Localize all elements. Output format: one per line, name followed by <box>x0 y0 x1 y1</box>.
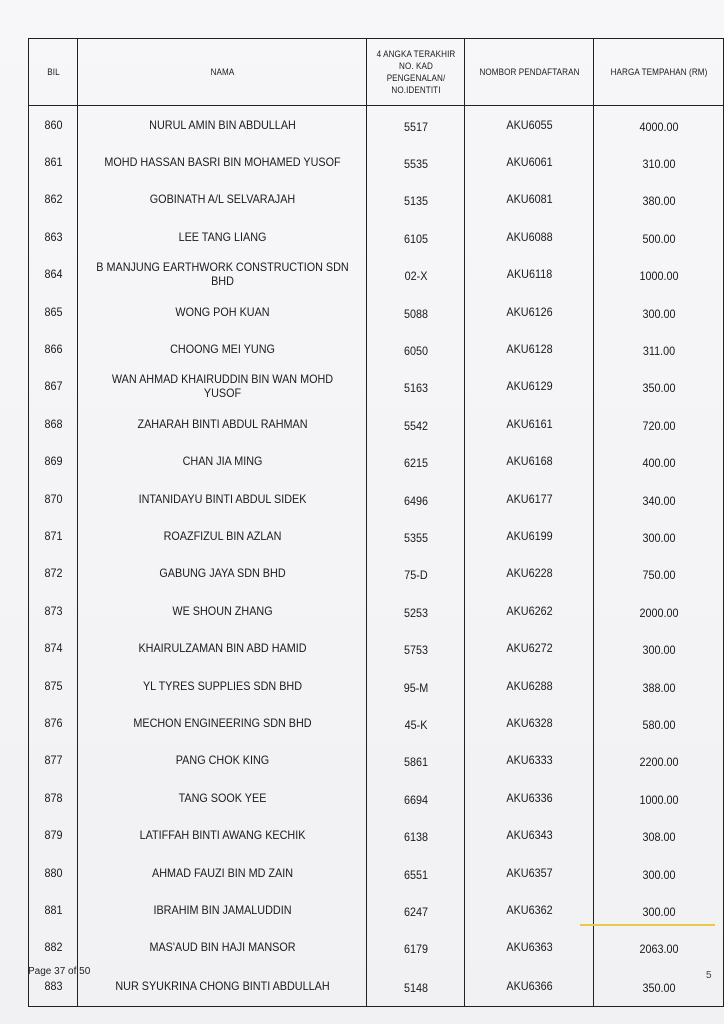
table-row <box>29 854 724 891</box>
cell-kad: 6694 <box>371 779 459 816</box>
cell-daftar: AKU6129 <box>471 368 587 405</box>
page-number: Page 37 of 50 <box>28 966 91 977</box>
cell-kad: 5535 <box>371 143 459 180</box>
cell-harga: 1000.00 <box>600 256 717 293</box>
cell-nama: ROAZFIZUL BIN AZLAN <box>92 517 352 554</box>
cell-kad: 6215 <box>371 443 459 480</box>
cell-nama: INTANIDAYU BINTI ABDUL SIDEK <box>92 480 352 517</box>
table-row <box>29 405 724 442</box>
cell-harga: 300.00 <box>600 517 717 554</box>
cell-daftar: AKU6088 <box>471 218 587 255</box>
cell-kad: 6050 <box>371 330 459 367</box>
cell-daftar: AKU6343 <box>471 816 587 853</box>
cell-kad: 6138 <box>371 816 459 853</box>
table-row <box>29 517 724 554</box>
cell-harga: 750.00 <box>600 555 717 592</box>
table-row <box>29 742 724 779</box>
cell-daftar: AKU6118 <box>471 256 587 293</box>
cell-bil: 877 <box>31 742 75 779</box>
table-row <box>29 256 724 293</box>
cell-harga: 300.00 <box>600 891 717 928</box>
cell-daftar: AKU6328 <box>471 704 587 741</box>
cell-kad: 5542 <box>371 405 459 442</box>
cell-harga: 308.00 <box>600 816 717 853</box>
cell-bil: 864 <box>31 256 75 293</box>
cell-nama: MOHD HASSAN BASRI BIN MOHAMED YUSOF <box>92 143 352 180</box>
cell-nama: CHOONG MEI YUNG <box>92 330 352 367</box>
cell-nama: WONG POH KUAN <box>92 293 352 330</box>
table-row <box>29 667 724 704</box>
table-row <box>29 218 724 255</box>
table-header-row <box>29 39 724 106</box>
cell-harga: 1000.00 <box>600 779 717 816</box>
cell-bil: 881 <box>31 891 75 928</box>
cell-kad: 75-D <box>371 555 459 592</box>
table-row <box>29 368 724 405</box>
cell-nama: NURUL AMIN BIN ABDULLAH <box>92 106 352 144</box>
cell-nama: LATIFFAH BINTI AWANG KECHIK <box>92 816 352 853</box>
cell-harga: 4000.00 <box>600 106 717 144</box>
cell-bil: 875 <box>31 667 75 704</box>
cell-nama: KHAIRULZAMAN BIN ABD HAMID <box>92 629 352 666</box>
cell-daftar: AKU6126 <box>471 293 587 330</box>
cell-nama: MAS'AUD BIN HAJI MANSOR <box>92 929 352 966</box>
cell-harga: 310.00 <box>600 143 717 180</box>
cell-daftar: AKU6228 <box>471 555 587 592</box>
cell-daftar: AKU6362 <box>471 891 587 928</box>
cell-harga: 300.00 <box>600 293 717 330</box>
cell-bil: 871 <box>31 517 75 554</box>
cell-kad: 6496 <box>371 480 459 517</box>
cell-daftar: AKU6333 <box>471 742 587 779</box>
cell-nama: YL TYRES SUPPLIES SDN BHD <box>92 667 352 704</box>
cell-bil: 869 <box>31 443 75 480</box>
cell-daftar: AKU6161 <box>471 405 587 442</box>
cell-kad: 5355 <box>371 517 459 554</box>
cell-harga: 340.00 <box>600 480 717 517</box>
cell-harga: 311.00 <box>600 330 717 367</box>
table-row <box>29 181 724 218</box>
cell-kad: 5163 <box>371 368 459 405</box>
header-harga: HARGA TEMPAHAN (RM) <box>600 39 717 106</box>
cell-nama: WE SHOUN ZHANG <box>92 592 352 629</box>
table-row <box>29 704 724 741</box>
corner-mark: 5 <box>706 970 712 981</box>
cell-bil: 870 <box>31 480 75 517</box>
table-row <box>29 293 724 330</box>
cell-kad: 5517 <box>371 106 459 144</box>
cell-harga: 388.00 <box>600 667 717 704</box>
table-row <box>29 106 724 144</box>
registration-table <box>28 38 724 1007</box>
cell-harga: 380.00 <box>600 181 717 218</box>
cell-bil: 880 <box>31 854 75 891</box>
cell-harga: 2200.00 <box>600 742 717 779</box>
cell-bil: 867 <box>31 368 75 405</box>
table-row <box>29 891 724 928</box>
cell-daftar: AKU6199 <box>471 517 587 554</box>
cell-kad: 6247 <box>371 891 459 928</box>
header-daftar: NOMBOR PENDAFTARAN <box>471 39 587 106</box>
cell-kad: 02-X <box>371 256 459 293</box>
cell-bil: 873 <box>31 592 75 629</box>
cell-daftar: AKU6288 <box>471 667 587 704</box>
cell-kad: 5148 <box>371 966 459 1007</box>
highlight-line <box>580 924 715 926</box>
cell-daftar: AKU6363 <box>471 929 587 966</box>
table-row <box>29 779 724 816</box>
table-row <box>29 629 724 666</box>
header-kad-line: NO. KAD <box>398 61 433 71</box>
cell-nama: MECHON ENGINEERING SDN BHD <box>92 704 352 741</box>
cell-kad: 95-M <box>371 667 459 704</box>
cell-bil: 865 <box>31 293 75 330</box>
cell-daftar: AKU6357 <box>471 854 587 891</box>
header-nama: NAMA <box>92 39 352 106</box>
cell-kad: 6179 <box>371 929 459 966</box>
cell-bil: 860 <box>31 106 75 144</box>
cell-kad: 6551 <box>371 854 459 891</box>
cell-harga: 350.00 <box>600 368 717 405</box>
cell-nama: NUR SYUKRINA CHONG BINTI ABDULLAH <box>92 966 352 1007</box>
cell-bil: 878 <box>31 779 75 816</box>
cell-bil: 882 <box>31 929 75 966</box>
cell-kad: 5861 <box>371 742 459 779</box>
cell-nama: PANG CHOK KING <box>92 742 352 779</box>
cell-kad: 5253 <box>371 592 459 629</box>
cell-bil: 868 <box>31 405 75 442</box>
header-kad <box>371 39 459 106</box>
cell-bil: 876 <box>31 704 75 741</box>
cell-bil: 861 <box>31 143 75 180</box>
cell-harga: 350.00 <box>600 966 717 1007</box>
cell-daftar: AKU6081 <box>471 181 587 218</box>
cell-kad: 5753 <box>371 629 459 666</box>
cell-nama: LEE TANG LIANG <box>92 218 352 255</box>
table-row <box>29 480 724 517</box>
table-row <box>29 330 724 367</box>
cell-nama: AHMAD FAUZI BIN MD ZAIN <box>92 854 352 891</box>
cell-daftar: AKU6262 <box>471 592 587 629</box>
cell-daftar: AKU6272 <box>471 629 587 666</box>
cell-kad: 45-K <box>371 704 459 741</box>
cell-nama: B MANJUNG EARTHWORK CONSTRUCTION SDN BHD <box>92 256 352 293</box>
cell-nama: GOBINATH A/L SELVARAJAH <box>92 181 352 218</box>
cell-nama: TANG SOOK YEE <box>92 779 352 816</box>
cell-harga: 720.00 <box>600 405 717 442</box>
table-row <box>29 929 724 966</box>
cell-daftar: AKU6336 <box>471 779 587 816</box>
cell-bil: 862 <box>31 181 75 218</box>
cell-daftar: AKU6177 <box>471 480 587 517</box>
cell-harga: 300.00 <box>600 629 717 666</box>
header-kad-line: 4 ANGKA TERAKHIR <box>376 49 455 59</box>
table-row <box>29 443 724 480</box>
header-kad-line: NO.IDENTITI <box>390 85 441 95</box>
cell-nama: GABUNG JAYA SDN BHD <box>92 555 352 592</box>
cell-nama: WAN AHMAD KHAIRUDDIN BIN WAN MOHD YUSOF <box>92 368 352 405</box>
cell-daftar: AKU6168 <box>471 443 587 480</box>
cell-kad: 5088 <box>371 293 459 330</box>
cell-harga: 580.00 <box>600 704 717 741</box>
cell-harga: 400.00 <box>600 443 717 480</box>
cell-harga: 2000.00 <box>600 592 717 629</box>
cell-harga: 500.00 <box>600 218 717 255</box>
cell-bil: 883 <box>31 966 75 1007</box>
cell-daftar: AKU6055 <box>471 106 587 144</box>
table-row <box>29 555 724 592</box>
cell-harga: 2063.00 <box>600 929 717 966</box>
cell-bil: 863 <box>31 218 75 255</box>
cell-kad: 5135 <box>371 181 459 218</box>
cell-bil: 866 <box>31 330 75 367</box>
table-body <box>29 106 724 1007</box>
cell-nama: ZAHARAH BINTI ABDUL RAHMAN <box>92 405 352 442</box>
cell-kad: 6105 <box>371 218 459 255</box>
cell-daftar: AKU6366 <box>471 966 587 1007</box>
header-bil: BIL <box>31 39 75 106</box>
cell-nama: CHAN JIA MING <box>92 443 352 480</box>
cell-harga: 300.00 <box>600 854 717 891</box>
cell-daftar: AKU6061 <box>471 143 587 180</box>
cell-bil: 874 <box>31 629 75 666</box>
table-row <box>29 143 724 180</box>
cell-bil: 872 <box>31 555 75 592</box>
cell-daftar: AKU6128 <box>471 330 587 367</box>
cell-bil: 879 <box>31 816 75 853</box>
header-kad-line: PENGENALAN/ <box>386 73 445 83</box>
table-row <box>29 592 724 629</box>
cell-nama: IBRAHIM BIN JAMALUDDIN <box>92 891 352 928</box>
table-row <box>29 966 724 1007</box>
table-row <box>29 816 724 853</box>
